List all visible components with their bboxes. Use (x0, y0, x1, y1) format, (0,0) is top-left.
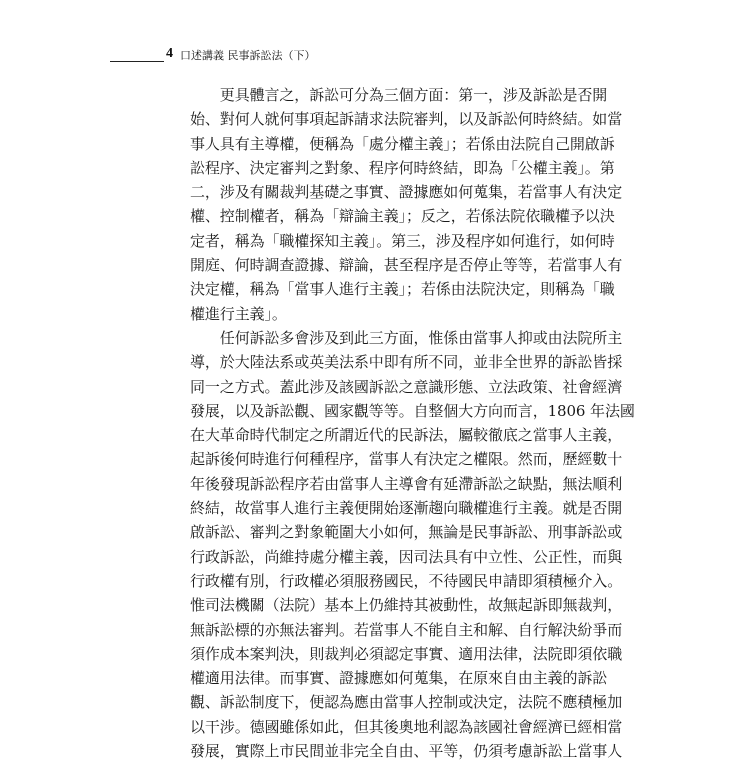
body-text (190, 83, 635, 763)
running-title: 口述講義 民事訴訟法（下） (180, 49, 316, 62)
text-line: 決定權，稱為「當事人進行主義」；若係由法院決定，則稱為「職 (190, 280, 615, 299)
text-line: 定者，稱為「職權探知主義」。第三，涉及程序如何進行，如何時 (190, 231, 615, 250)
header-rule (110, 61, 164, 62)
text-line: 同一之方式。蓋此涉及該國訴訟之意識形態、立法政策、社會經濟 (190, 377, 623, 396)
text-line: 權、控制權者，稱為「辯論主義」；反之，若係法院依職權予以決 (190, 207, 615, 226)
text-line: 在大革命時代制定之所謂近代的民訴法，屬較徹底之當事人主義， (190, 426, 623, 445)
text-line: 惟司法機關（法院）基本上仍維持其被動性，故無起訴即無裁判， (190, 596, 623, 615)
text-line: 事人具有主導權，便稱為「處分權主義」；若係由法院自己開啟訴 (190, 134, 615, 153)
text-line: 開庭、何時調查證據、辯論，甚至程序是否停止等等，若當事人有 (190, 256, 623, 275)
text-line: 導，於大陸法系或英美法系中即有所不同，並非全世界的訴訟皆採 (190, 353, 623, 372)
text-line: 權進行主義」。 (190, 304, 287, 323)
text-line: 年後發現訴訟程序若由當事人主導會有延滯訴訟之缺點，無法順利 (190, 474, 623, 493)
page-header (110, 43, 650, 65)
text-line: 無訴訟標的亦無法審判。若當事人不能自主和解、自行解決紛爭而 (190, 620, 623, 639)
text-line: 訟程序、決定審判之對象、程序何時終結，即為「公權主義」。第 (190, 158, 615, 177)
text-line: 任何訴訟多會涉及到此三方面，惟係由當事人抑或由法院所主 (190, 328, 623, 347)
text-line: 權適用法律。而事實、證據應如何蒐集，在原來自由主義的訴訟 (190, 669, 608, 688)
text-line: 啟訴訟、審判之對象範圍大小如何，無論是民事訴訟、刑事訴訟或 (190, 523, 623, 542)
text-line: 以干涉。德國雖係如此，但其後奧地利認為該國社會經濟已經相當 (190, 717, 623, 736)
text-line: 行政訴訟，尚維持處分權主義，因司法具有中立性、公正性，而與 (190, 547, 623, 566)
text-line: 始、對何人就何事項起訴請求法院審判，以及訴訟何時終結。如當 (190, 110, 623, 129)
text-line: 二，涉及有關裁判基礎之事實、證據應如何蒐集，若當事人有決定 (190, 183, 623, 202)
text-line: 發展，以及訴訟觀、國家觀等等。自整個大方向而言，1806 年法國 (190, 401, 635, 420)
paragraph-2 (190, 326, 635, 763)
text-line: 須作成本案判決，則裁判必須認定事實、適用法律，法院即須依職 (190, 644, 623, 663)
paragraph-1 (190, 83, 623, 326)
text-line: 起訴後何時進行何種程序，當事人有決定之權限。然而，歷經數十 (190, 450, 623, 469)
text-line: 終結，故當事人進行主義便開始逐漸趨向職權進行主義。就是否開 (190, 499, 623, 518)
text-line: 行政權有別，行政權必須服務國民，不待國民申請即須積極介入。 (190, 571, 623, 590)
text-line: 更具體言之，訴訟可分為三個方面：第一，涉及訴訟是否開 (190, 86, 608, 104)
text-line: 發展，實際上市民間並非完全自由、平等，仍須考慮訴訟上當事人 (190, 742, 623, 761)
text-line: 觀、訴訟制度下，便認為應由當事人控制或決定，法院不應積極加 (190, 693, 623, 712)
page-number: 4 (166, 46, 173, 61)
